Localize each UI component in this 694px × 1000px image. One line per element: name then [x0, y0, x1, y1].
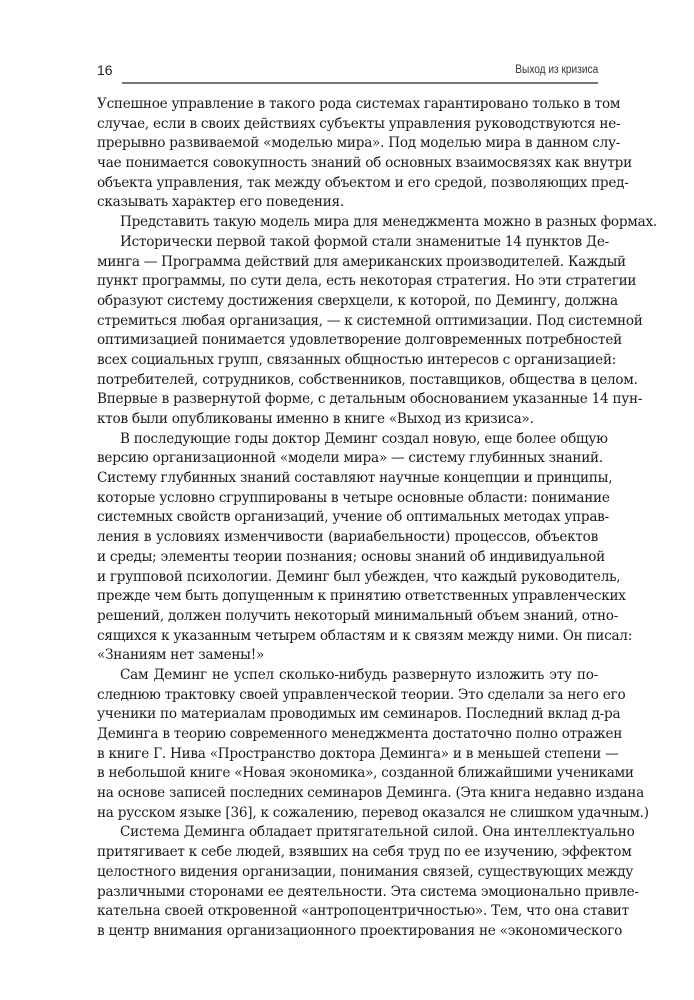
text-line: Систему глубинных знаний составляют научные концепции и принципы,: [97, 470, 613, 487]
running-header: [97, 62, 598, 84]
text-line: Успешное управление в такого рода системах гарантировано только в том: [97, 96, 621, 112]
paragraph: [97, 95, 632, 213]
text-line: оптимизацией понимается удовлетворение долговременных потребностей: [97, 332, 622, 349]
text-line: стремиться любая организация, — к системной оптимизации. Под системной: [97, 312, 643, 329]
paragraph: [97, 666, 649, 824]
paragraph: [97, 233, 643, 430]
text-line: Система Деминга обладает притягательной силой. Она интеллектуально: [120, 824, 635, 841]
page-body-text: [97, 95, 657, 942]
text-line: пункт программы, по сути дела, есть некоторая стратегия. Но эти стратегии: [97, 273, 637, 290]
text-line: ктов были опубликованы именно в книге «Выход из кризиса».: [97, 411, 534, 427]
text-line: целостного видения организации, понимания связей, существующих между: [97, 863, 634, 880]
text-line: прерывно развиваемой «моделью мира». Под моделью мира в данном слу-: [97, 135, 621, 152]
text-line: Сам Деминг не успел сколько-нибудь развернуто изложить эту по-: [120, 666, 598, 683]
text-line: следнюю трактовку своей управленческой теории. Это сделали за него его: [97, 686, 626, 703]
text-line: Исторически первой такой формой стали знаменитые 14 пунктов Де-: [120, 233, 609, 250]
text-line: образуют систему достижения сверхцели, к которой, по Демингу, должна: [97, 292, 618, 309]
text-line: всех социальных групп, связанных общностью интересов с организацией:: [97, 351, 617, 368]
page-number: 16: [97, 62, 113, 78]
text-line: «Знаниям нет замены!»: [97, 647, 265, 664]
text-line: В последующие годы доктор Деминг создал новую, еще более общую: [120, 430, 608, 447]
text-line: случае, если в своих действиях субъекты управления руководствуются не-: [97, 115, 621, 132]
header-rule: [122, 82, 598, 84]
text-line: которые условно сгруппированы в четыре основные области: понимание: [97, 489, 610, 506]
text-line: ления в условиях изменчивости (вариабельности) процессов, объектов: [97, 529, 598, 546]
text-line: решений, должен получить некоторый минимальный объем знаний, отно-: [97, 607, 619, 624]
text-line: в книге Г. Нива «Пространство доктора Деминга» и в меньшей степени —: [97, 745, 619, 762]
text-line: на русском языке [36], к сожалению, перевод оказался не слишком удачным.): [97, 804, 649, 821]
text-line: версию организационной «модели мира» — систему глубинных знаний.: [97, 450, 603, 467]
text-line: сящихся к указанным четырем областям и к связям между ними. Он писал:: [97, 627, 633, 644]
text-line: Впервые в развернутой форме, с детальным обоснованием указанные 14 пун-: [97, 391, 643, 408]
text-line: сказывать характер его поведения.: [97, 194, 344, 211]
text-line: кательна своей откровенной «антропоцентричностью». Тем, что она ставит: [97, 903, 629, 920]
text-line: объекта управления, так между объектом и его средой, позволяющих пред-: [97, 174, 629, 191]
text-line: чае понимается совокупность знаний об основных взаимосвязях как внутри: [97, 155, 632, 172]
paragraph: [97, 213, 657, 233]
text-line: различными сторонами ее деятельности. Эта система эмоционально привле-: [97, 883, 639, 900]
text-line: прежде чем быть допущенным к принятию ответственных управленческих: [97, 588, 626, 605]
text-line: и групповой психологии. Деминг был убежден, что каждый руководитель,: [97, 568, 621, 585]
text-line: Деминга в теорию современного менеджмента достаточно полно отражен: [97, 726, 623, 742]
text-line: в небольшой книге «Новая экономика», созданной ближайшими учениками: [97, 765, 634, 782]
text-line: и среды; элементы теории познания; основы знаний об индивидуальной: [97, 548, 605, 565]
text-line: ученики по материалам проводимых им семинаров. Последний вклад д-ра: [97, 706, 621, 723]
paragraph: [97, 823, 639, 941]
text-line: на основе записей последних семинаров Деминга. (Эта книга недавно издана: [97, 785, 644, 802]
text-line: Представить такую модель мира для менеджмента можно в разных формах.: [120, 214, 657, 231]
text-line: потребителей, сотрудников, собственников, поставщиков, общества в целом.: [97, 371, 638, 388]
text-line: в центр внимания организационного проектирования не «экономического: [97, 922, 623, 939]
text-line: минга — Программа действий для американских производителей. Каждый: [97, 253, 626, 270]
paragraph: [97, 430, 633, 666]
text-line: притягивает к себе людей, взявших на себя труд по ее изучению, эффектом: [97, 844, 632, 861]
text-line: системных свойств организаций, учение об оптимальных методах управ-: [97, 509, 609, 526]
running-title: Выход из кризиса: [515, 64, 598, 76]
